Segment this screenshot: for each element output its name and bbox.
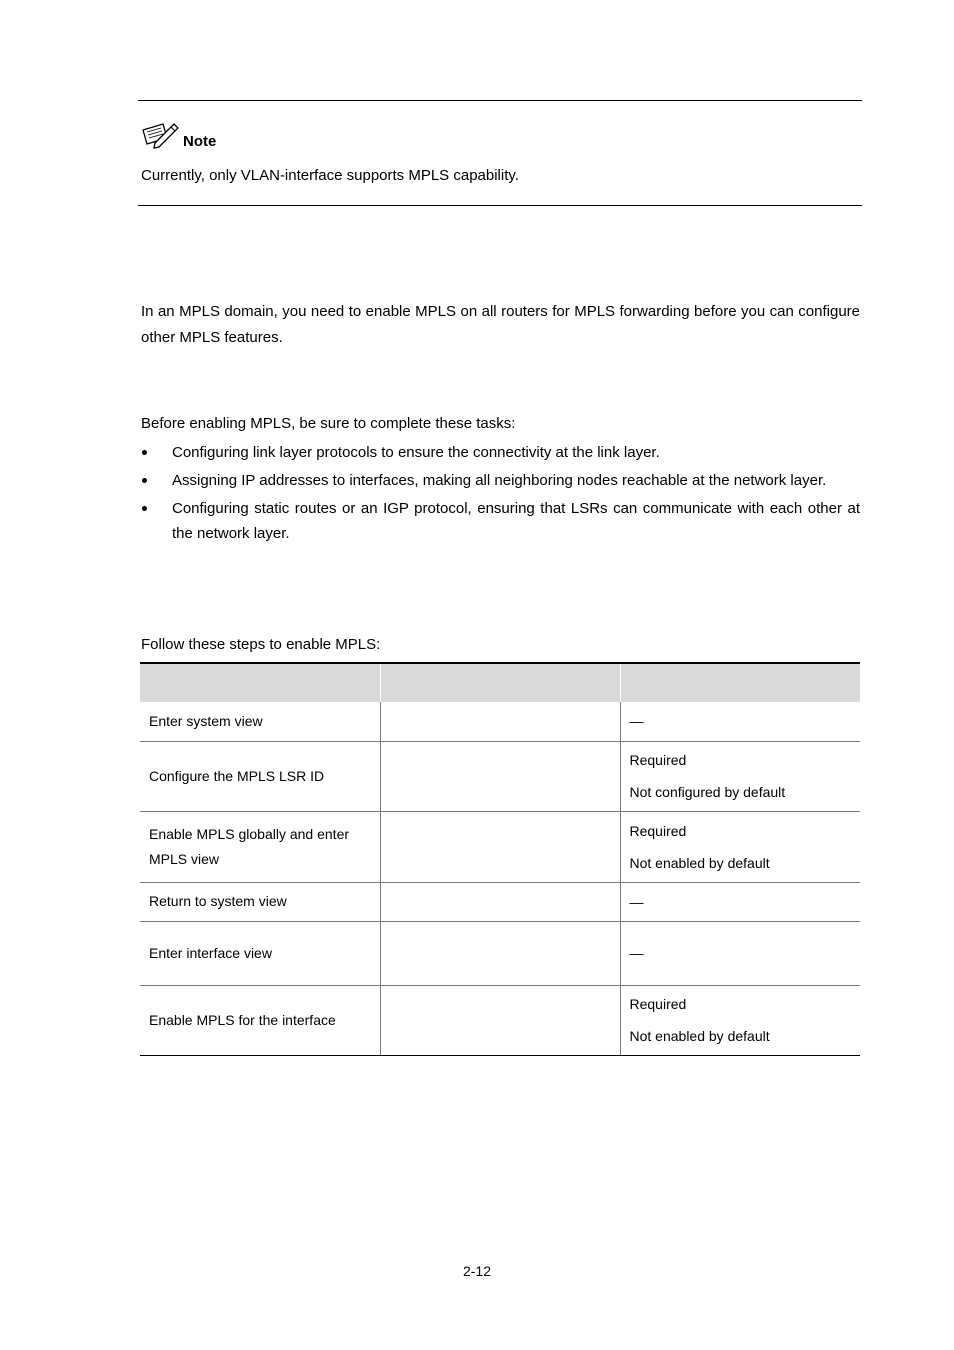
table-row: [140, 921, 860, 985]
command-cell: [380, 985, 620, 1055]
remarks-cell: Required Not configured by default: [620, 741, 860, 811]
task-cell: Return to system view: [140, 882, 380, 921]
table-row: [140, 741, 860, 811]
remarks-cell: Required Not enabled by default: [620, 985, 860, 1055]
command-cell: [380, 882, 620, 921]
table-header-row: [140, 663, 860, 702]
list-item: Configuring static routes or an IGP protocol, ensuring that LSRs can communicate with each other at the network layer.: [141, 496, 860, 546]
header-cell: [140, 663, 380, 702]
command-cell: [380, 702, 620, 741]
remarks-cell: —: [620, 702, 860, 741]
list-item: Assigning IP addresses to interfaces, making all neighboring nodes reachable at the network layer.: [141, 468, 860, 493]
remarks-cell: Required Not enabled by default: [620, 811, 860, 882]
table-row: [140, 985, 860, 1055]
bullet-icon: [142, 450, 147, 455]
prerequisites-list: [141, 440, 860, 549]
note-text: Currently, only VLAN-interface supports MPLS capability.: [141, 167, 519, 184]
note-header: [141, 119, 216, 151]
header-cell: [380, 663, 620, 702]
list-item: Configuring link layer protocols to ensure the connectivity at the link layer.: [141, 440, 860, 465]
command-cell: [380, 811, 620, 882]
steps-intro: Follow these steps to enable MPLS:: [141, 636, 381, 653]
command-cell: [380, 921, 620, 985]
command-cell: [380, 741, 620, 811]
page-number: 2-12: [462, 1263, 492, 1279]
remarks-cell: —: [620, 882, 860, 921]
task-cell: Enable MPLS globally and enter MPLS view: [140, 811, 380, 882]
note-top-rule: [138, 100, 862, 101]
note-pencil-icon: [141, 121, 179, 151]
header-cell: [620, 663, 860, 702]
table-row: [140, 811, 860, 882]
note-label: Note: [183, 133, 217, 150]
task-cell: Enter system view: [140, 702, 380, 741]
remarks-cell: —: [620, 921, 860, 985]
task-cell: Enter interface view: [140, 921, 380, 985]
bullet-icon: [142, 478, 147, 483]
task-cell: Enable MPLS for the interface: [140, 985, 380, 1055]
steps-table: [140, 662, 860, 1056]
task-cell: Configure the MPLS LSR ID: [140, 741, 380, 811]
table-row: [140, 882, 860, 921]
table-row: [140, 702, 860, 741]
prerequisites-intro: Before enabling MPLS, be sure to complete these tasks:: [141, 415, 516, 432]
intro-paragraph: In an MPLS domain, you need to enable MPLS on all routers for MPLS forwarding before you can configure other MPLS features.: [141, 303, 860, 346]
bullet-icon: [142, 506, 147, 511]
note-bottom-rule: [138, 205, 862, 206]
